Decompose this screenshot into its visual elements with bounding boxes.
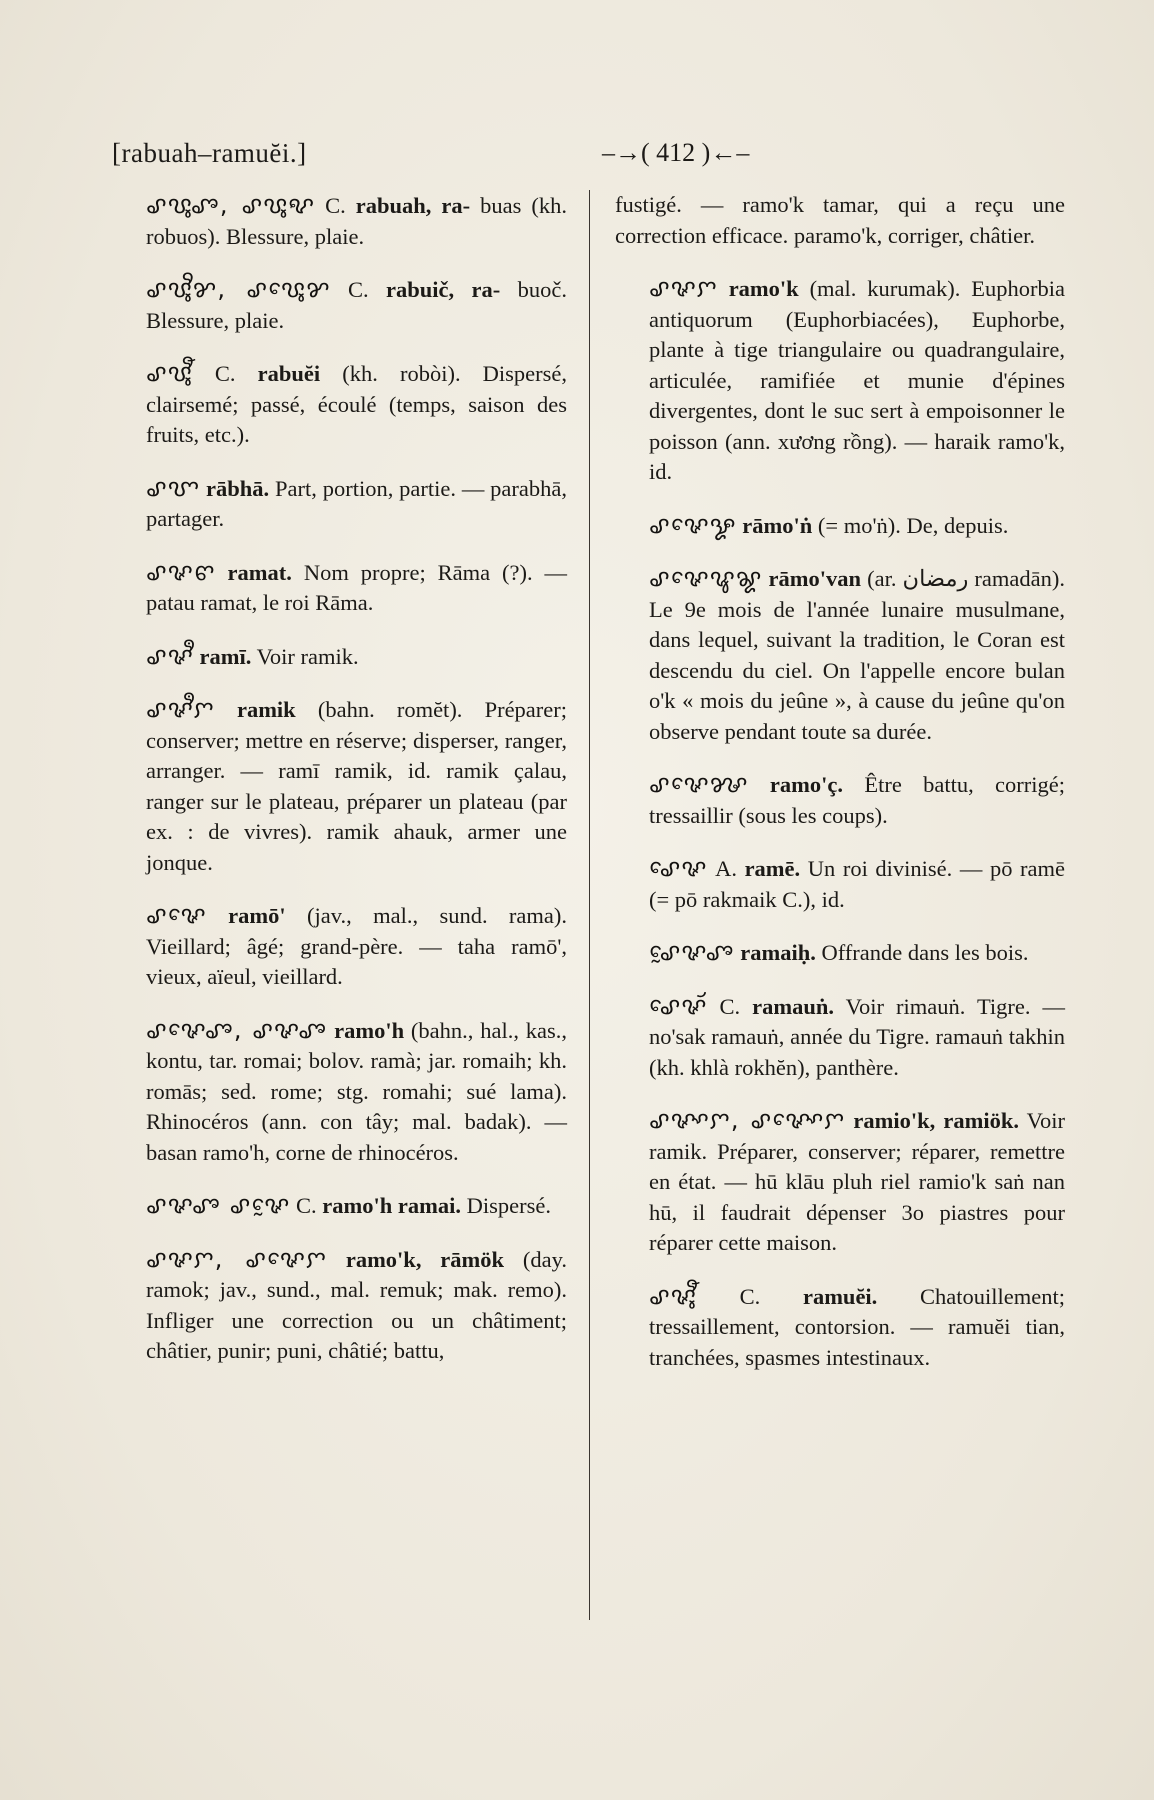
headword: ramō' — [228, 903, 286, 928]
headword: rābhā. — [206, 475, 270, 501]
cham-script: ꨣꨟꨶꨬ — [649, 1281, 697, 1310]
cham-script: ꨣꨟꨆ — [649, 274, 718, 302]
headword: ramo'ç. — [769, 772, 843, 797]
definition: buoč. Blessure, plaie. — [146, 277, 567, 333]
dictionary-entry — [112, 1015, 567, 1169]
cham-script: ꨣꨟꨫ — [146, 641, 194, 670]
dictionary-entry — [112, 190, 567, 252]
entry-prefix: C. — [325, 193, 346, 218]
definition: (bahn., hal., kas., kontu, tar. romai; bolov. ramà; jar. romaih; kh. romās; sed. rome; stg. romahi; sué lama). Rhinocéros (ann. con tây; mal. badak). — basan ramo'h, corne de rhinocéros. — [146, 1017, 568, 1165]
definition: (kh. robòi). Dispersé, clairsemé; passé, écoulé (temps, saison des fruits, etc.). — [146, 361, 568, 447]
dictionary-entry — [615, 190, 1065, 251]
cham-script: ꨣꨟꨳꨆ, ꨣꨟꨳꨯꨆ — [649, 1106, 846, 1134]
dictionary-entry — [112, 473, 567, 535]
dictionary-entry — [112, 641, 567, 673]
cham-script: ꨣꨟꨯꨋ — [649, 510, 737, 539]
left-column — [112, 190, 567, 1389]
headword: ramo'k, rāmök — [345, 1246, 505, 1272]
cham-script: ꨣꨝꨶꨬ — [146, 359, 193, 387]
cham-script: ꨣꨯꨟ — [649, 854, 708, 882]
definition: (ar. رمضان ramadān). Le 9e mois de l'année lunaire musulmane, dans lequel, suivant la tradition, le Coran est descendu du ciel. On l'appelle encore bulan o'k « mois du jeûne », à cause du jeûne qu'on observe pendant toute sa durée. — [649, 566, 1066, 744]
headword: ramio'k, ramiök. — [853, 1108, 1019, 1133]
cham-script: ꨣꨰꨟꨨ — [649, 938, 735, 966]
definition: Offrande dans les bois. — [821, 940, 1029, 965]
dictionary-entry — [112, 1244, 567, 1367]
entry-prefix: C. — [739, 1283, 761, 1309]
definition: (jav., mal., sund. rama). Vieillard; âgé; grand-père. — taha ramō', vieux, aïeul, vieillard. — [146, 903, 568, 989]
headword: ramauṅ. — [752, 993, 835, 1019]
definition: (= mo'ṅ). De, depuis. — [817, 512, 1009, 538]
cham-script: ꨣꨟꨯꨥꨘ — [649, 564, 763, 592]
dictionary-entry — [112, 274, 567, 336]
page-header — [112, 138, 1072, 178]
headword: ramaiḥ. — [740, 940, 816, 965]
definition: Voir ramik. — [256, 643, 359, 669]
entry-prefix: C. — [348, 277, 369, 302]
entry-prefix: C. — [719, 993, 741, 1019]
definition: (bahn. romĕt). Préparer; conserver; mettre en réserve; disperser, ranger, arranger. — ramī ramik, id. ramik çalau, ranger sur le plateau, préparer un plateau (par ex. : de vivres). ramik ahauk, armer une jonque. — [146, 697, 568, 875]
cham-script: ꨣꨞ — [146, 473, 201, 502]
dictionary-entry — [615, 1281, 1065, 1374]
headword: rabuič, ra- — [386, 277, 501, 302]
definition: Voir ramik. Préparer, conserver; réparer, remettre en état. — hū klāu pluh riel ramio'k saṅ nan hū, il faudrait dépenser 3o piastres pour réparer cette maison. — [649, 1108, 1065, 1255]
cham-script: ꨣꨟꨯꨍ — [649, 770, 749, 798]
cham-script: ꨣꨝꨶꨨ, ꨣꨝꨶꨦ — [146, 191, 316, 219]
dictionary-entry — [615, 1105, 1065, 1259]
headword: rabuĕi — [257, 361, 321, 386]
cham-script: ꨣꨟꨨ ꨣꨟꨰ — [146, 1191, 291, 1219]
cham-script: ꨣꨯꨟꨮ — [649, 991, 708, 1020]
column-divider — [589, 190, 590, 1620]
entry-prefix: C. — [295, 1193, 317, 1218]
dictionary-entry — [615, 853, 1065, 915]
header-entry-range: [rabuah–ramuĕi.] — [112, 138, 307, 168]
dictionary-entry — [112, 900, 567, 993]
definition: fustigé. — ramo'k tamar, qui a reçu une correction efficace. paramo'k, corriger, châtier. — [615, 192, 1065, 248]
headword: ramo'h — [334, 1017, 405, 1043]
dictionary-entry — [615, 273, 1065, 488]
cham-script: ꨣꨟꨯ — [146, 901, 207, 929]
definition: Part, portion, partie. — parabhā, partager. — [146, 475, 568, 531]
page-number: –→( 412 )←– — [602, 138, 750, 167]
definition: Voir rimauṅ. Tigre. — no'sak ramauṅ, année du Tigre. ramauṅ takhin (kh. khlà rokhĕn), panthère. — [649, 993, 1066, 1080]
cham-script: ꨣꨟꨫꨆ — [146, 695, 215, 723]
entry-prefix: C. — [214, 361, 236, 386]
dictionary-entry — [112, 557, 567, 619]
headword: ramī. — [199, 643, 252, 669]
entry-prefix: A. — [715, 856, 737, 881]
definition: buas (kh. robuos). Blessure, plaie. — [146, 193, 567, 249]
dictionary-entry — [615, 510, 1065, 542]
dictionary-entry — [112, 358, 567, 451]
headword: rāmo'van — [768, 566, 862, 591]
dictionary-entry — [615, 937, 1065, 969]
definition: (day. ramok; jav., sund., mal. remuk; mak. remo). Infliger une correction ou un châtiment; châtier, punir; puni, châtié; battu, — [146, 1246, 567, 1363]
definition: Dispersé. — [466, 1193, 551, 1218]
definition: Être battu, corrigé; tressaillir (sous les coups). — [649, 772, 1066, 828]
headword: ramē. — [744, 856, 801, 881]
dictionary-entry — [615, 563, 1065, 747]
cham-script: ꨣꨝꨶꨪꨌ, ꨣꨝꨶꨯꨌ — [146, 275, 331, 303]
definition: Un roi divinisé. — pō ramē (= pō rakmaik C.), id. — [649, 856, 1066, 912]
headword: ramuĕi. — [802, 1283, 878, 1309]
headword: ramik — [236, 697, 296, 722]
dictionary-entry — [615, 991, 1065, 1084]
dictionary-entry — [615, 769, 1065, 831]
definition: (mal. kurumak). Euphorbia antiquorum (Euphorbiacées), Euphorbe, plante à tige triangulaire ou quadrangulaire, articulée, ramifiée et munie d'épines divergentes, dont le suc sert à empoisonner le poisson (ann. xương rồng). — haraik ramo'k, id. — [649, 276, 1065, 484]
headword: ramo'h ramai. — [322, 1193, 461, 1218]
definition: Nom propre; Rāma (?). — patau ramat, le roi Rāma. — [146, 559, 568, 615]
dictionary-entry — [112, 1190, 567, 1222]
headword: rabuah, ra- — [355, 193, 471, 218]
definition: Chatouillement; tressaillement, contorsion. — ramuĕi tian, tranchées, spasmes intestinaux. — [649, 1283, 1066, 1370]
cham-script: ꨣꨟꨓ — [146, 557, 216, 586]
headword: ramo'k — [728, 276, 799, 301]
headword: ramat. — [227, 559, 292, 585]
right-column — [615, 190, 1065, 1395]
cham-script: ꨣꨟꨆ, ꨣꨟꨯꨆ — [146, 1244, 327, 1273]
cham-script: ꨣꨟꨯꨨ, ꨣꨟꨨ — [146, 1015, 328, 1044]
dictionary-entry — [112, 694, 567, 878]
headword: rāmo'ṅ — [742, 512, 813, 538]
